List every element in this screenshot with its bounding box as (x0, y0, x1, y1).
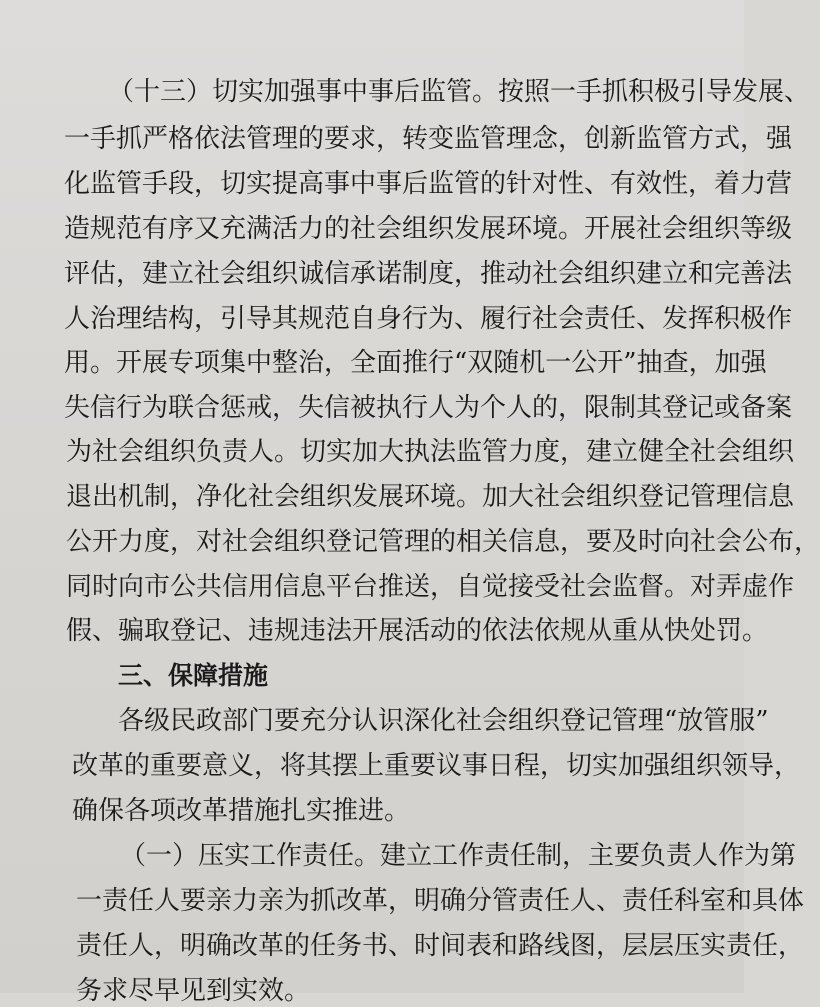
text-line: （一）压实工作责任。建立工作责任制，主要负责人作为第 (120, 841, 797, 871)
text-line: 人治理结构，引导其规范自身行为、履行社会责任、发挥积极作 (64, 304, 793, 334)
text-line: 评估，建立社会组织诚信承诺制度，推动社会组织建立和完善法 (64, 259, 793, 289)
section-heading: 三、保障措施 (118, 661, 269, 690)
text-line: 假、骗取登记、违规违法开展活动的依法依规从重从快处罚。 (66, 616, 769, 646)
text-line: 各级民政部门要充分认识深化社会组织登记管理“放管服” (118, 706, 769, 736)
text-line: （十三）切实加强事中事后监管。按照一手抓积极引导发展、 (108, 77, 811, 107)
text-line: 责任人，明确改革的任务书、时间表和路线图，层层压实责任， (76, 931, 805, 961)
text-line: 用。开展专项集中整治，全面推行“双随机一公开”抽查，加强 (64, 348, 767, 378)
text-line: 确保各项改革措施扎实推进。 (72, 796, 411, 826)
text-line: 失信行为联合惩戒，失信被执行人为个人的，限制其登记或备案 (64, 393, 793, 423)
text-line: 改革的重要意义，将其摆上重要议事日程，切实加强组织领导， (72, 751, 801, 781)
text-line: 同时向市公共信用信息平台推送，自觉接受社会监督。对弄虚作 (66, 572, 795, 602)
text-line: 造规范有序又充满活力的社会组织发展环境。开展社会组织等级 (64, 214, 793, 244)
text-line: 务求尽早见到实效。 (76, 976, 311, 1006)
text-line: 公开力度，对社会组织登记管理的相关信息，要及时向社会公布， (66, 527, 820, 557)
text-line: 一手抓严格依法管理的要求，转变监管理念，创新监管方式，强 (64, 124, 793, 154)
text-line: 退出机制，净化社会组织发展环境。加大社会组织登记管理信息 (66, 482, 795, 512)
text-line: 一责任人要亲力亲为抓改革，明确分管责任人、责任科室和具体 (76, 886, 805, 916)
text-line: 为社会组织负责人。切实加大执法监管力度，建立健全社会组织 (66, 437, 795, 467)
text-line: 化监管手段，切实提高事中事后监管的针对性、有效性，着力营 (64, 169, 793, 199)
